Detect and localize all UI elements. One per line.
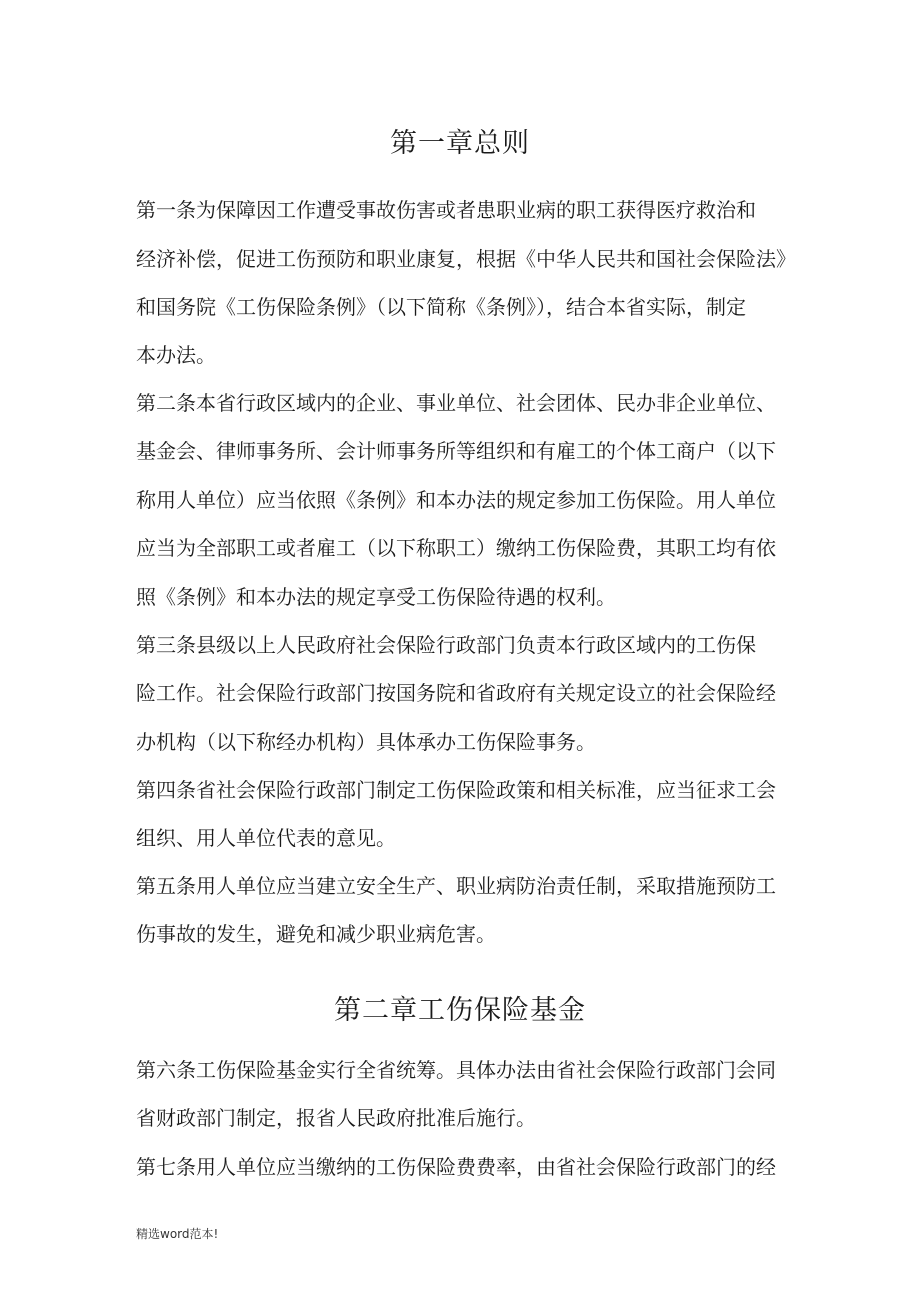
- article-6-line-1: 第六条工伤保险基金实行全省统筹。具体办法由省社会保险行政部门会同: [136, 1058, 776, 1082]
- page-footer: 精选word范本!: [136, 1227, 219, 1241]
- article-4-line-1: 第四条省社会保险行政部门制定工伤保险政策和相关标准，应当征求工会: [136, 778, 776, 802]
- article-7-line-1: 第七条用人单位应当缴纳的工伤保险费费率，由省社会保险行政部门的经: [136, 1155, 776, 1179]
- article-6-line-2: 省财政部门制定，报省人民政府批准后施行。: [136, 1106, 536, 1130]
- article-2-line-5: 照《条例》和本办法的规定享受工伤保险待遇的权利。: [136, 585, 616, 609]
- article-3-line-3: 办机构（以下称经办机构）具体承办工伤保险事务。: [136, 730, 596, 754]
- chapter-1-title: 第一章总则: [390, 128, 530, 159]
- article-2-line-1: 第二条本省行政区域内的企业、事业单位、社会团体、民办非企业单位、: [136, 391, 776, 415]
- chapter-2-title: 第二章工伤保险基金: [334, 995, 586, 1026]
- article-2-line-4: 应当为全部职工或者雇工（以下称职工）缴纳工伤保险费，其职工均有依: [136, 536, 776, 560]
- article-3-line-2: 险工作。社会保险行政部门按国务院和省政府有关规定设立的社会保险经: [136, 681, 776, 705]
- article-1-line-1: 第一条为保障因工作遭受事故伤害或者患职业病的职工获得医疗救治和: [136, 198, 756, 222]
- article-5-line-1: 第五条用人单位应当建立安全生产、职业病防治责任制，采取措施预防工: [136, 874, 776, 898]
- article-5-line-2: 伤事故的发生，避免和减少职业病危害。: [136, 922, 496, 946]
- article-3-line-1: 第三条县级以上人民政府社会保险行政部门负责本行政区域内的工伤保: [136, 633, 756, 657]
- article-4-line-2: 组织、用人单位代表的意见。: [136, 826, 396, 850]
- article-1-line-3: 和国务院《工伤保险条例》（以下简称《条例》），结合本省实际，制定: [136, 295, 746, 319]
- article-2-line-2: 基金会、律师事务所、会计师事务所等组织和有雇工的个体工商户（以下: [136, 439, 776, 463]
- article-2-line-3: 称用人单位）应当依照《条例》和本办法的规定参加工伤保险。用人单位: [136, 488, 776, 512]
- article-1-line-2: 经济补偿，促进工伤预防和职业康复，根据《中华人民共和国社会保险法》: [136, 247, 796, 271]
- article-1-line-4: 本办法。: [136, 343, 216, 367]
